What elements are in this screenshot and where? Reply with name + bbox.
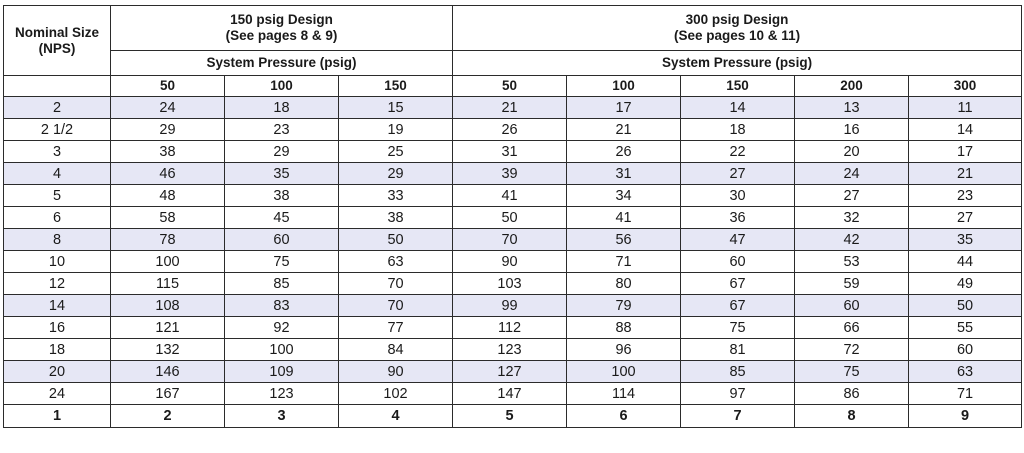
column-number-cell: 9: [909, 405, 1022, 428]
value-cell: 60: [795, 295, 909, 317]
value-cell: 97: [681, 383, 795, 405]
value-cell: 21: [453, 97, 567, 119]
table-row: [4, 119, 1022, 141]
value-cell: 112: [453, 317, 567, 339]
value-cell: 77: [339, 317, 453, 339]
value-cell: 27: [681, 163, 795, 185]
nominal-size-cell: 10: [4, 251, 111, 273]
value-cell: 121: [111, 317, 225, 339]
value-cell: 108: [111, 295, 225, 317]
table-row: [4, 207, 1022, 229]
column-number-row: [4, 405, 1022, 428]
group-300-line1: 300 psig Design: [685, 12, 789, 27]
value-cell: 114: [567, 383, 681, 405]
table-row: [4, 317, 1022, 339]
table-row: [4, 339, 1022, 361]
pressure-col-header-300-1: 100: [567, 76, 681, 97]
nominal-size-cell: 8: [4, 229, 111, 251]
value-cell: 66: [795, 317, 909, 339]
column-number-cell: 5: [453, 405, 567, 428]
value-cell: 70: [339, 273, 453, 295]
value-cell: 79: [567, 295, 681, 317]
value-cell: 83: [225, 295, 339, 317]
value-cell: 45: [225, 207, 339, 229]
value-cell: 42: [795, 229, 909, 251]
value-cell: 86: [795, 383, 909, 405]
pressure-table-container: [3, 5, 1021, 450]
value-cell: 59: [795, 273, 909, 295]
value-cell: 41: [453, 185, 567, 207]
system-pressure-300-header: System Pressure (psig): [453, 51, 1022, 76]
table-row: [4, 163, 1022, 185]
table-row: [4, 295, 1022, 317]
value-cell: 21: [567, 119, 681, 141]
value-cell: 19: [339, 119, 453, 141]
value-cell: 27: [909, 207, 1022, 229]
value-cell: 22: [681, 141, 795, 163]
table-row: [4, 251, 1022, 273]
value-cell: 50: [909, 295, 1022, 317]
value-cell: 18: [681, 119, 795, 141]
nominal-size-cell: 16: [4, 317, 111, 339]
value-cell: 24: [111, 97, 225, 119]
value-cell: 100: [111, 251, 225, 273]
value-cell: 123: [225, 383, 339, 405]
nominal-size-cell: 18: [4, 339, 111, 361]
column-number-cell: 6: [567, 405, 681, 428]
value-cell: 13: [795, 97, 909, 119]
value-cell: 44: [909, 251, 1022, 273]
table-row: [4, 383, 1022, 405]
value-cell: 50: [339, 229, 453, 251]
value-cell: 63: [339, 251, 453, 273]
value-cell: 17: [909, 141, 1022, 163]
table-row: [4, 141, 1022, 163]
value-cell: 38: [225, 185, 339, 207]
nominal-size-cell: 24: [4, 383, 111, 405]
value-cell: 29: [339, 163, 453, 185]
table-footer: [4, 405, 1022, 428]
nominal-size-header: [4, 6, 111, 76]
value-cell: 115: [111, 273, 225, 295]
value-cell: 75: [681, 317, 795, 339]
value-cell: 84: [339, 339, 453, 361]
table-row: [4, 361, 1022, 383]
value-cell: 34: [567, 185, 681, 207]
value-cell: 26: [567, 141, 681, 163]
value-cell: 30: [681, 185, 795, 207]
group-150-line2: (See pages 8 & 9): [225, 28, 338, 43]
value-cell: 47: [681, 229, 795, 251]
value-cell: 60: [681, 251, 795, 273]
pressure-column-header-row: [4, 76, 1022, 97]
value-cell: 32: [795, 207, 909, 229]
pressure-col-header-300-0: 50: [453, 76, 567, 97]
nominal-size-cell: 3: [4, 141, 111, 163]
value-cell: 18: [225, 97, 339, 119]
column-number-cell: 2: [111, 405, 225, 428]
group-150-header: [111, 6, 453, 51]
nominal-size-cell: 20: [4, 361, 111, 383]
value-cell: 78: [111, 229, 225, 251]
pressure-col-header-150-1: 100: [225, 76, 339, 97]
value-cell: 75: [795, 361, 909, 383]
nominal-size-cell: 2: [4, 97, 111, 119]
table-row: [4, 229, 1022, 251]
value-cell: 85: [225, 273, 339, 295]
value-cell: 147: [453, 383, 567, 405]
pressure-table: [3, 5, 1022, 428]
value-cell: 46: [111, 163, 225, 185]
value-cell: 25: [339, 141, 453, 163]
value-cell: 11: [909, 97, 1022, 119]
value-cell: 29: [111, 119, 225, 141]
value-cell: 100: [225, 339, 339, 361]
value-cell: 67: [681, 295, 795, 317]
value-cell: 53: [795, 251, 909, 273]
group-150-line1: 150 psig Design: [230, 12, 333, 27]
value-cell: 39: [453, 163, 567, 185]
value-cell: 100: [567, 361, 681, 383]
value-cell: 48: [111, 185, 225, 207]
nominal-size-header-line1: Nominal Size: [14, 24, 100, 40]
value-cell: 103: [453, 273, 567, 295]
value-cell: 26: [453, 119, 567, 141]
value-cell: 109: [225, 361, 339, 383]
value-cell: 23: [225, 119, 339, 141]
pressure-col-header-150-0: 50: [111, 76, 225, 97]
value-cell: 38: [339, 207, 453, 229]
value-cell: 23: [909, 185, 1022, 207]
table-body: [4, 97, 1022, 405]
pressure-col-header-150-2: 150: [339, 76, 453, 97]
value-cell: 20: [795, 141, 909, 163]
nominal-size-cell: 12: [4, 273, 111, 295]
value-cell: 90: [339, 361, 453, 383]
table-row: [4, 97, 1022, 119]
group-300-line2: (See pages 10 & 11): [674, 28, 801, 43]
value-cell: 14: [909, 119, 1022, 141]
pressure-col-header-300-3: 200: [795, 76, 909, 97]
value-cell: 96: [567, 339, 681, 361]
table-row: [4, 185, 1022, 207]
value-cell: 71: [567, 251, 681, 273]
value-cell: 102: [339, 383, 453, 405]
value-cell: 71: [909, 383, 1022, 405]
value-cell: 33: [339, 185, 453, 207]
value-cell: 36: [681, 207, 795, 229]
value-cell: 67: [681, 273, 795, 295]
value-cell: 58: [111, 207, 225, 229]
group-300-header: [453, 6, 1022, 51]
value-cell: 167: [111, 383, 225, 405]
nominal-size-header-line2: (NPS): [38, 40, 76, 56]
value-cell: 24: [795, 163, 909, 185]
value-cell: 41: [567, 207, 681, 229]
value-cell: 60: [909, 339, 1022, 361]
nominal-size-cell: 2 1/2: [4, 119, 111, 141]
value-cell: 50: [453, 207, 567, 229]
value-cell: 29: [225, 141, 339, 163]
pressure-col-header-300-4: 300: [909, 76, 1022, 97]
value-cell: 21: [909, 163, 1022, 185]
value-cell: 146: [111, 361, 225, 383]
value-cell: 72: [795, 339, 909, 361]
value-cell: 80: [567, 273, 681, 295]
nominal-size-cell: 6: [4, 207, 111, 229]
column-number-cell: 8: [795, 405, 909, 428]
nominal-size-cell: 14: [4, 295, 111, 317]
value-cell: 88: [567, 317, 681, 339]
value-cell: 127: [453, 361, 567, 383]
value-cell: 55: [909, 317, 1022, 339]
value-cell: 75: [225, 251, 339, 273]
table-header: [4, 6, 1022, 97]
value-cell: 70: [453, 229, 567, 251]
value-cell: 15: [339, 97, 453, 119]
value-cell: 90: [453, 251, 567, 273]
value-cell: 14: [681, 97, 795, 119]
value-cell: 27: [795, 185, 909, 207]
value-cell: 70: [339, 295, 453, 317]
value-cell: 99: [453, 295, 567, 317]
column-number-cell: 4: [339, 405, 453, 428]
system-pressure-150-header: System Pressure (psig): [111, 51, 453, 76]
nominal-size-blank-cell: [4, 76, 111, 97]
value-cell: 38: [111, 141, 225, 163]
value-cell: 92: [225, 317, 339, 339]
value-cell: 85: [681, 361, 795, 383]
pressure-col-header-300-2: 150: [681, 76, 795, 97]
value-cell: 81: [681, 339, 795, 361]
column-number-cell: 7: [681, 405, 795, 428]
nominal-size-cell: 4: [4, 163, 111, 185]
value-cell: 35: [225, 163, 339, 185]
value-cell: 60: [225, 229, 339, 251]
value-cell: 35: [909, 229, 1022, 251]
value-cell: 31: [567, 163, 681, 185]
nominal-size-cell: 5: [4, 185, 111, 207]
value-cell: 31: [453, 141, 567, 163]
column-number-cell: 3: [225, 405, 339, 428]
value-cell: 17: [567, 97, 681, 119]
column-number-cell: 1: [4, 405, 111, 428]
value-cell: 123: [453, 339, 567, 361]
value-cell: 49: [909, 273, 1022, 295]
value-cell: 16: [795, 119, 909, 141]
value-cell: 63: [909, 361, 1022, 383]
table-row: [4, 273, 1022, 295]
value-cell: 132: [111, 339, 225, 361]
value-cell: 56: [567, 229, 681, 251]
